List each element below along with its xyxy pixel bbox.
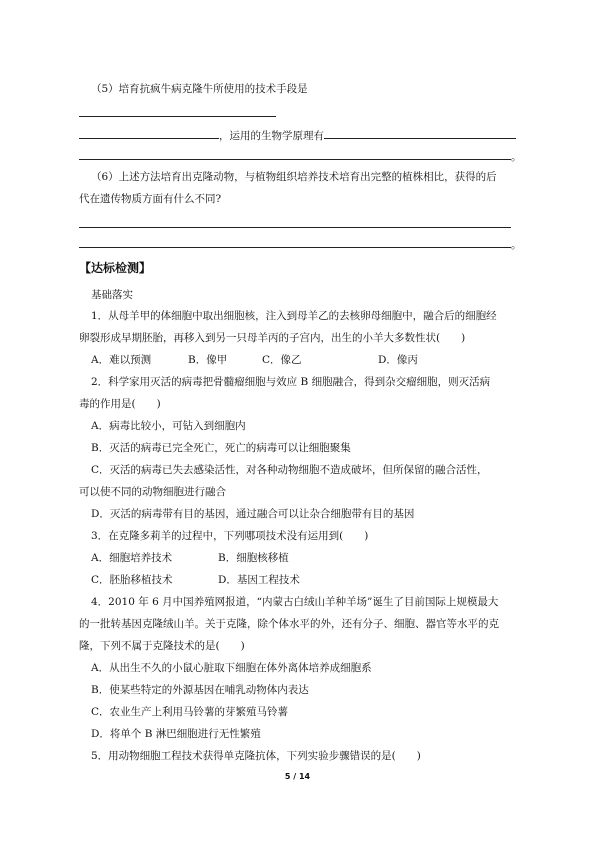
q5-principle-label: ，运用的生物学原理有: [219, 130, 324, 142]
q1-option-a: A．难以预测: [91, 354, 152, 366]
q4-option-d: D．将单个 B 淋巴细胞进行无性繁殖: [91, 728, 261, 740]
q2-line-2: 毒的作用是( ): [79, 398, 161, 410]
subsection-title: 基础落实: [91, 289, 133, 301]
q2-option-a: A．病毒比较小，可钻入到细胞内: [91, 420, 246, 432]
q6-line-2: 代在遗传物质方面有什么不同?: [79, 193, 222, 205]
q4-option-a: A．从出生不久的小鼠心脏取下细胞在体外离体培养成细胞系: [91, 662, 372, 674]
section-title: 【达标检测】: [79, 261, 152, 275]
q1-line-2: 卵裂形成早期胚胎，再移入到另一只母羊丙的子宫内，出生的小羊大多数性状( ): [79, 332, 466, 344]
q2-option-c-line-2: 可以使不同的动物细胞进行融合: [79, 486, 226, 498]
answer-blank[interactable]: [324, 127, 516, 139]
q3-option-c: C．胚胎移植技术: [91, 574, 173, 586]
period: 。: [511, 151, 522, 163]
q2-option-d: D．灭活的病毒带有目的基因，通过融合可以让杂合细胞带有目的基因: [91, 508, 415, 520]
q1-option-b: B．像甲: [188, 354, 228, 366]
q6-line-1: （6）上述方法培育出克隆动物，与植物组织培养技术培育出完整的植株相比，获得的后: [91, 171, 497, 183]
q2-option-c-line-1: C．灭活的病毒已失去感染活性，对各种动物细胞不造成破坏，但所保留的融合活性，: [91, 464, 488, 476]
q5-answer-row-2: [79, 148, 522, 164]
q4-line-3: 隆，下列不属于克隆技术的是( ): [79, 640, 245, 652]
answer-blank[interactable]: [79, 148, 511, 160]
q5-answer-row: [79, 127, 516, 143]
q2-option-b: B．灭活的病毒已完全死亡，死亡的病毒可以让细胞聚集: [91, 442, 351, 454]
period: 。: [511, 239, 522, 251]
q3-line-1: 3．在克隆多莉羊的过程中，下列哪项技术没有运用到( ): [91, 530, 369, 542]
answer-blank[interactable]: [79, 216, 511, 232]
answer-blank[interactable]: [79, 105, 276, 121]
answer-blank[interactable]: [79, 127, 219, 139]
q1-line-1: 1．从母羊甲的体细胞中取出细胞核，注入到母羊乙的去核卵母细胞中，融合后的细胞经: [91, 310, 497, 322]
q6-answer-row: [79, 236, 522, 252]
page-number: 5 / 14: [284, 772, 311, 781]
answer-blank[interactable]: [79, 236, 511, 248]
q1-option-d: D．像丙: [378, 354, 418, 366]
q5-line-1: 5．用动物细胞工程技术获得单克隆抗体，下列实验步骤错误的是( ): [91, 750, 421, 762]
q1-option-c: C．像乙: [262, 354, 302, 366]
q4-line-2: 的一批转基因克隆绒山羊。关于克隆，除个体水平的外，还有分子、细胞、器官等水平的克: [79, 618, 499, 630]
q3-option-d: D．基因工程技术: [218, 574, 300, 586]
q3-option-a: A．细胞培养技术: [91, 552, 173, 564]
q5-prompt: （5）培育抗疯牛病克隆牛所使用的技术手段是: [91, 83, 308, 95]
q2-line-1: 2．科学家用灭活的病毒把骨髓瘤细胞与效应 B 细胞融合，得到杂交瘤细胞，则灭活病: [91, 376, 491, 388]
q4-option-c: C．农业生产上利用马铃薯的芽繁殖马铃薯: [91, 706, 289, 718]
q3-option-b: B．细胞核移植: [218, 552, 289, 564]
q4-line-1: 4．2010 年 6 月中国养殖网报道，“内蒙古白绒山羊种羊场”诞生了目前国际上规模最大: [91, 596, 499, 608]
q4-option-b: B．使某些特定的外源基因在哺乳动物体内表达: [91, 684, 309, 696]
